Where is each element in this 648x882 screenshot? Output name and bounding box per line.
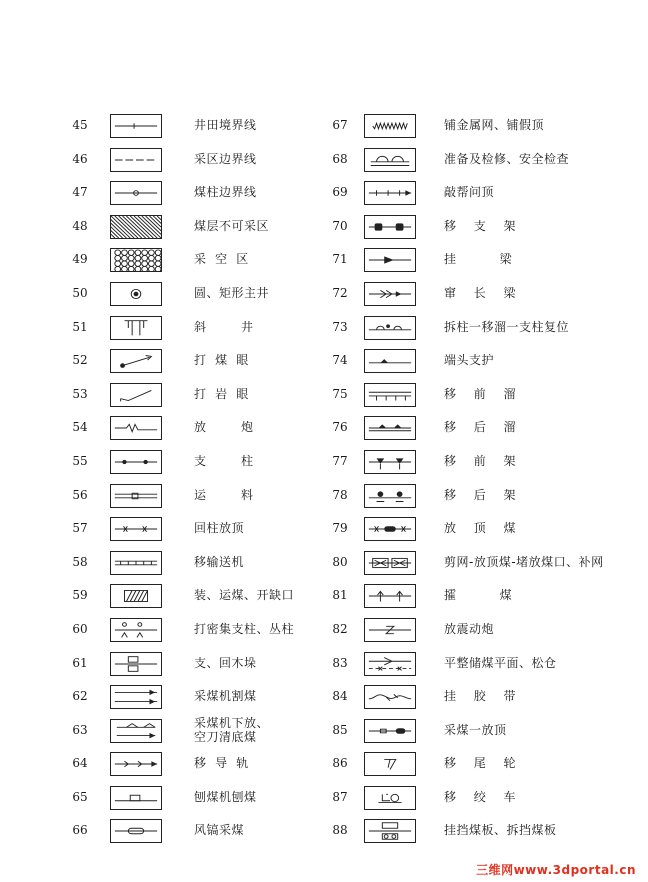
symbol-row-80	[318, 547, 630, 581]
symbol-row-56	[58, 480, 320, 514]
row-number: 49	[72, 252, 88, 267]
row-number: 69	[332, 185, 348, 200]
roof-check-icon	[364, 181, 416, 205]
symbol-row-60	[58, 614, 320, 648]
symbol-row-53	[58, 379, 320, 413]
row-label: 采 空 区	[194, 252, 249, 267]
prop-reset-icon	[364, 316, 416, 340]
row-label: 风镐采煤	[194, 823, 245, 838]
row-label: 采煤一放顶	[444, 722, 507, 737]
symbol-row-84	[318, 681, 630, 715]
row-label: 剪网-放顶煤-堵放煤口、补网	[444, 554, 604, 569]
symbol-row-87	[318, 782, 630, 816]
symbol-row-47	[58, 177, 320, 211]
row-number: 52	[72, 353, 88, 368]
row-number: 79	[332, 521, 348, 536]
row-label: 挂挡煤板、拆挡煤板	[444, 823, 557, 838]
row-number: 56	[72, 487, 88, 502]
row-number: 45	[72, 118, 88, 132]
symbol-row-68	[318, 144, 630, 178]
row-label: 移 前 架	[444, 453, 517, 468]
row-number: 64	[72, 756, 88, 771]
right-column	[318, 110, 630, 849]
row-label: 采区边界线	[194, 151, 257, 166]
symbol-row-65	[58, 782, 320, 816]
row-label: 采煤机下放、 空刀清底煤	[194, 715, 270, 744]
row-number: 50	[72, 285, 88, 300]
bunker-icon	[364, 652, 416, 676]
symbol-row-48	[58, 211, 320, 245]
row-label: 放 顶 煤	[444, 521, 517, 536]
row-label: 拆柱一移溜一支柱复位	[444, 319, 570, 334]
row-label: 挂 胶 带	[444, 689, 517, 704]
row-label: 挂 梁	[444, 252, 513, 267]
row-number: 84	[332, 689, 348, 704]
row-label: 装、运煤、开缺口	[194, 588, 295, 603]
inclined-shaft-icon	[110, 316, 162, 340]
symbol-row-66	[58, 815, 320, 849]
row-number: 73	[332, 319, 348, 334]
belt-hang-icon	[364, 685, 416, 709]
symbol-row-85	[318, 715, 630, 749]
row-label: 打 煤 眼	[194, 353, 249, 368]
prop-icon	[110, 450, 162, 474]
symbol-row-57	[58, 513, 320, 547]
coal-hole-icon	[110, 349, 162, 373]
metal-mesh-icon	[364, 114, 416, 138]
row-label: 打 岩 眼	[194, 386, 249, 401]
row-label: 支 柱	[194, 453, 254, 468]
row-number: 75	[332, 386, 348, 401]
row-number: 72	[332, 285, 348, 300]
symbol-row-46	[58, 144, 320, 178]
symbol-row-82	[318, 614, 630, 648]
maintenance-icon	[364, 148, 416, 172]
row-number: 76	[332, 420, 348, 435]
row-number: 57	[72, 521, 88, 536]
row-number: 54	[72, 420, 88, 435]
row-label: 运 料	[194, 487, 254, 502]
left-column	[58, 110, 320, 849]
boundary-line-icon	[110, 114, 162, 138]
symbol-row-69	[318, 177, 630, 211]
row-label: 平整储煤平面、松仓	[444, 655, 557, 670]
symbol-row-78	[318, 480, 630, 514]
row-number: 58	[72, 554, 88, 569]
row-number: 55	[72, 453, 88, 468]
row-number: 74	[332, 353, 348, 368]
rock-hole-icon	[110, 383, 162, 407]
symbol-row-72	[318, 278, 630, 312]
row-number: 46	[72, 151, 88, 166]
symbol-row-76	[318, 412, 630, 446]
symbol-row-86	[318, 748, 630, 782]
symbol-row-50	[58, 278, 320, 312]
shovel-coal-icon	[364, 584, 416, 608]
row-number: 47	[72, 185, 88, 200]
row-number: 62	[72, 689, 88, 704]
row-number: 66	[72, 823, 88, 838]
row-number: 81	[332, 588, 348, 603]
row-label: 圆、矩形主井	[194, 285, 270, 300]
material-transport-icon	[110, 484, 162, 508]
winch-move-icon	[364, 786, 416, 810]
row-label: 移 尾 轮	[444, 756, 517, 771]
prop-withdraw-icon	[110, 517, 162, 541]
conveyor-move-icon	[110, 551, 162, 575]
symbol-row-64	[58, 748, 320, 782]
symbol-row-58	[58, 547, 320, 581]
row-label: 斜 井	[194, 319, 254, 334]
row-number: 60	[72, 621, 88, 636]
row-number: 71	[332, 252, 348, 267]
row-label: 窜 长 梁	[444, 285, 517, 300]
dense-props-icon	[110, 618, 162, 642]
row-label: 移 后 溜	[444, 420, 517, 435]
rail-move-icon	[110, 752, 162, 776]
row-label: 放震动炮	[444, 621, 495, 636]
row-number: 83	[332, 655, 348, 670]
row-number: 61	[72, 655, 88, 670]
loading-icon	[110, 584, 162, 608]
plough-icon	[110, 786, 162, 810]
cribbing-icon	[110, 652, 162, 676]
symbol-row-59	[58, 580, 320, 614]
row-number: 77	[332, 453, 348, 468]
row-label: 移 绞 车	[444, 789, 517, 804]
symbol-row-83	[318, 648, 630, 682]
row-label: 敲帮问顶	[444, 185, 495, 200]
row-number: 88	[332, 823, 348, 838]
symbol-row-61	[58, 648, 320, 682]
hatched-area-icon	[110, 215, 162, 239]
district-boundary-icon	[110, 148, 162, 172]
top-coal-icon	[364, 517, 416, 541]
row-label: 移输送机	[194, 554, 245, 569]
row-number: 48	[72, 218, 88, 233]
symbol-row-55	[58, 446, 320, 480]
row-number: 85	[332, 722, 348, 737]
symbol-row-73	[318, 312, 630, 346]
row-number: 68	[332, 151, 348, 166]
row-number: 59	[72, 588, 88, 603]
row-number: 70	[332, 218, 348, 233]
row-label: 攉 煤	[444, 588, 513, 603]
end-support-icon	[364, 349, 416, 373]
row-label: 回柱放顶	[194, 521, 245, 536]
row-label: 放 炮	[194, 420, 254, 435]
symbol-row-63	[58, 715, 320, 749]
symbol-row-77	[318, 446, 630, 480]
pillar-boundary-icon	[110, 181, 162, 205]
tail-pulley-icon	[364, 752, 416, 776]
symbol-row-79	[318, 513, 630, 547]
symbol-row-67	[318, 110, 630, 144]
row-number: 78	[332, 487, 348, 502]
symbol-row-45	[58, 110, 320, 144]
symbol-row-74	[318, 345, 630, 379]
row-label: 煤层不可采区	[194, 218, 270, 233]
row-label: 移 前 溜	[444, 386, 517, 401]
row-number: 82	[332, 621, 348, 636]
row-number: 80	[332, 554, 348, 569]
symbol-row-71	[318, 244, 630, 278]
row-label: 打密集支柱、丛柱	[194, 621, 295, 636]
row-label: 端头支护	[444, 353, 495, 368]
mining-caving-icon	[364, 719, 416, 743]
beam-hang-icon	[364, 248, 416, 272]
symbol-row-51	[58, 312, 320, 346]
symbol-row-54	[58, 412, 320, 446]
row-number: 86	[332, 756, 348, 771]
row-number: 65	[72, 789, 88, 804]
rear-support-icon	[364, 484, 416, 508]
support-move-icon	[364, 215, 416, 239]
row-number: 87	[332, 789, 348, 804]
symbol-row-70	[318, 211, 630, 245]
row-number: 51	[72, 319, 88, 334]
shearer-cut-icon	[110, 685, 162, 709]
rear-conveyor-icon	[364, 416, 416, 440]
symbol-row-62	[58, 681, 320, 715]
row-label: 移 后 架	[444, 487, 517, 502]
pick-hammer-icon	[110, 819, 162, 843]
row-label: 移 导 轨	[194, 756, 249, 771]
watermark: 三维网www.3dportal.cn	[476, 863, 636, 877]
goaf-icon	[110, 248, 162, 272]
row-label: 采煤机割煤	[194, 689, 257, 704]
main-shaft-icon	[110, 282, 162, 306]
shock-blast-icon	[364, 618, 416, 642]
row-label: 移 支 架	[444, 218, 517, 233]
symbol-row-52	[58, 345, 320, 379]
symbol-row-75	[318, 379, 630, 413]
long-beam-icon	[364, 282, 416, 306]
symbol-row-49	[58, 244, 320, 278]
blasting-icon	[110, 416, 162, 440]
front-support-icon	[364, 450, 416, 474]
row-label: 刨煤机刨煤	[194, 789, 257, 804]
symbol-row-88	[318, 815, 630, 849]
symbol-row-81	[318, 580, 630, 614]
mesh-cut-icon	[364, 551, 416, 575]
row-label: 煤柱边界线	[194, 185, 257, 200]
front-conveyor-icon	[364, 383, 416, 407]
row-label: 准备及检修、安全检查	[444, 151, 570, 166]
shearer-lower-icon	[110, 719, 162, 743]
row-label: 铺金属网、铺假顶	[444, 118, 545, 132]
row-label: 支、回木垛	[194, 655, 257, 670]
row-number: 53	[72, 386, 88, 401]
row-number: 67	[332, 118, 348, 132]
row-number: 63	[72, 722, 88, 737]
coal-plate-icon	[364, 819, 416, 843]
row-label: 井田境界线	[194, 118, 257, 132]
